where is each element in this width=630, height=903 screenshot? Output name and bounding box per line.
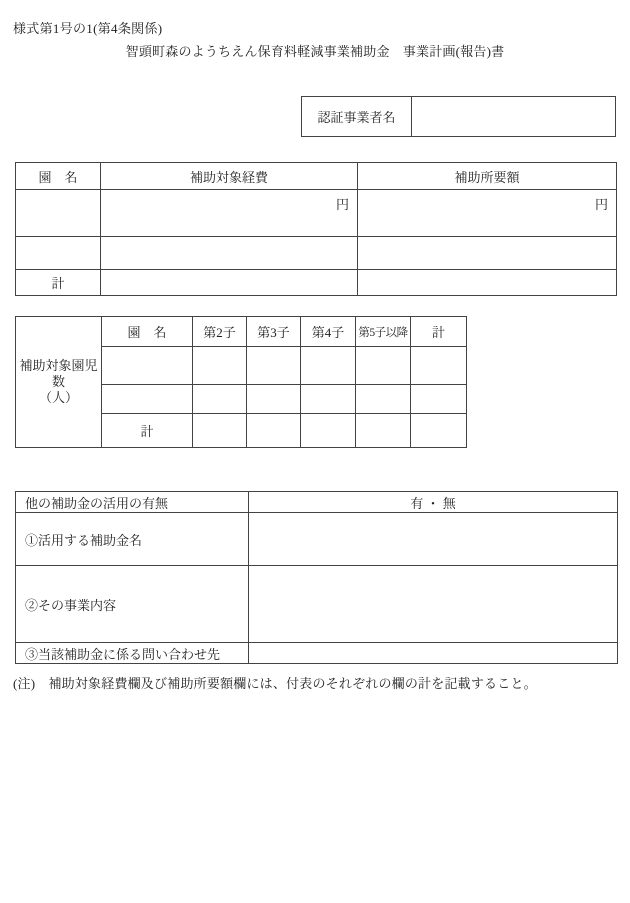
fourth-child-cell (301, 385, 356, 414)
certified-operator-value-cell (412, 97, 616, 137)
third-child-total-cell (247, 414, 301, 448)
form-number: 様式第1号の1(第4条関係) (13, 21, 163, 36)
total-expense-cell (101, 270, 358, 296)
document-title: 智頭町森のようちえん保育料軽減事業補助金 事業計画(報告)書 (125, 44, 505, 59)
other-subsidy-usage-label: 他の補助金の活用の有無 (16, 492, 249, 513)
children-table-header-row (16, 317, 467, 347)
yes-no-value: 有 ・ 無 (249, 492, 618, 513)
certified-operator-label: 認証事業者名 (302, 97, 412, 137)
garden-name-cell (102, 347, 193, 385)
subsidy-table-header-row (16, 163, 617, 190)
subsidy-table-row-2 (16, 237, 617, 270)
third-child-cell (247, 385, 301, 414)
required-amount-cell (358, 237, 617, 270)
total-label: 計 (16, 270, 101, 296)
children-count-label-line2: （人） (38, 390, 78, 405)
third-child-cell (247, 347, 301, 385)
footnote: (注) 補助対象経費欄及び補助所要額欄には、付表のそれぞれの欄の計を記載すること。 (13, 676, 537, 691)
fifth-child-plus-cell (356, 347, 411, 385)
third-child-header: 第3子 (247, 317, 301, 347)
row-total-cell (411, 385, 467, 414)
yen-unit-label: 円 (335, 197, 349, 212)
subsidy-name-value-cell (249, 513, 618, 566)
subsidy-expense-header: 補助対象経費 (101, 163, 358, 190)
required-amount-cell (358, 190, 617, 237)
second-child-cell (193, 385, 247, 414)
subsidy-name-row (16, 513, 618, 566)
subsidy-required-amount-header: 補助所要額 (358, 163, 617, 190)
subsidy-table-total-row (16, 270, 617, 296)
children-count-table (15, 316, 467, 448)
other-subsidy-usage-row (16, 492, 618, 513)
expense-cell (101, 190, 358, 237)
certified-operator-box (301, 96, 616, 137)
subsidy-name-label: ①活用する補助金名 (16, 513, 249, 566)
second-child-total-cell (193, 414, 247, 448)
fifth-child-plus-total-cell (356, 414, 411, 448)
project-description-label: ②その事業内容 (16, 566, 249, 643)
contact-row (16, 643, 618, 664)
children-count-label-line1: 補助対象園児数 (19, 358, 98, 389)
project-description-row (16, 566, 618, 643)
total-required-amount-cell (358, 270, 617, 296)
subsidy-table-row-1 (16, 190, 617, 237)
garden-name-header: 園 名 (16, 163, 101, 190)
other-subsidy-table (15, 491, 618, 664)
fifth-child-plus-cell (356, 385, 411, 414)
fourth-child-header: 第4子 (301, 317, 356, 347)
expense-cell (101, 237, 358, 270)
second-child-header: 第2子 (193, 317, 247, 347)
garden-name-cell (16, 190, 101, 237)
yen-unit-label: 円 (594, 197, 608, 212)
subsidy-expense-table (15, 162, 617, 296)
row-total-header: 計 (411, 317, 467, 347)
row-total-cell (411, 347, 467, 385)
garden-name-header: 園 名 (102, 317, 193, 347)
contact-label: ③当該補助金に係る問い合わせ先 (16, 643, 249, 664)
garden-name-cell (16, 237, 101, 270)
total-label: 計 (102, 414, 193, 448)
contact-value-cell (249, 643, 618, 664)
garden-name-cell (102, 385, 193, 414)
project-description-value-cell (249, 566, 618, 643)
second-child-cell (193, 347, 247, 385)
certified-operator-row (302, 97, 616, 137)
fourth-child-cell (301, 347, 356, 385)
fifth-child-plus-header: 第5子以降 (356, 317, 411, 347)
fourth-child-total-cell (301, 414, 356, 448)
children-count-group-label (16, 317, 102, 448)
row-grand-total-cell (411, 414, 467, 448)
